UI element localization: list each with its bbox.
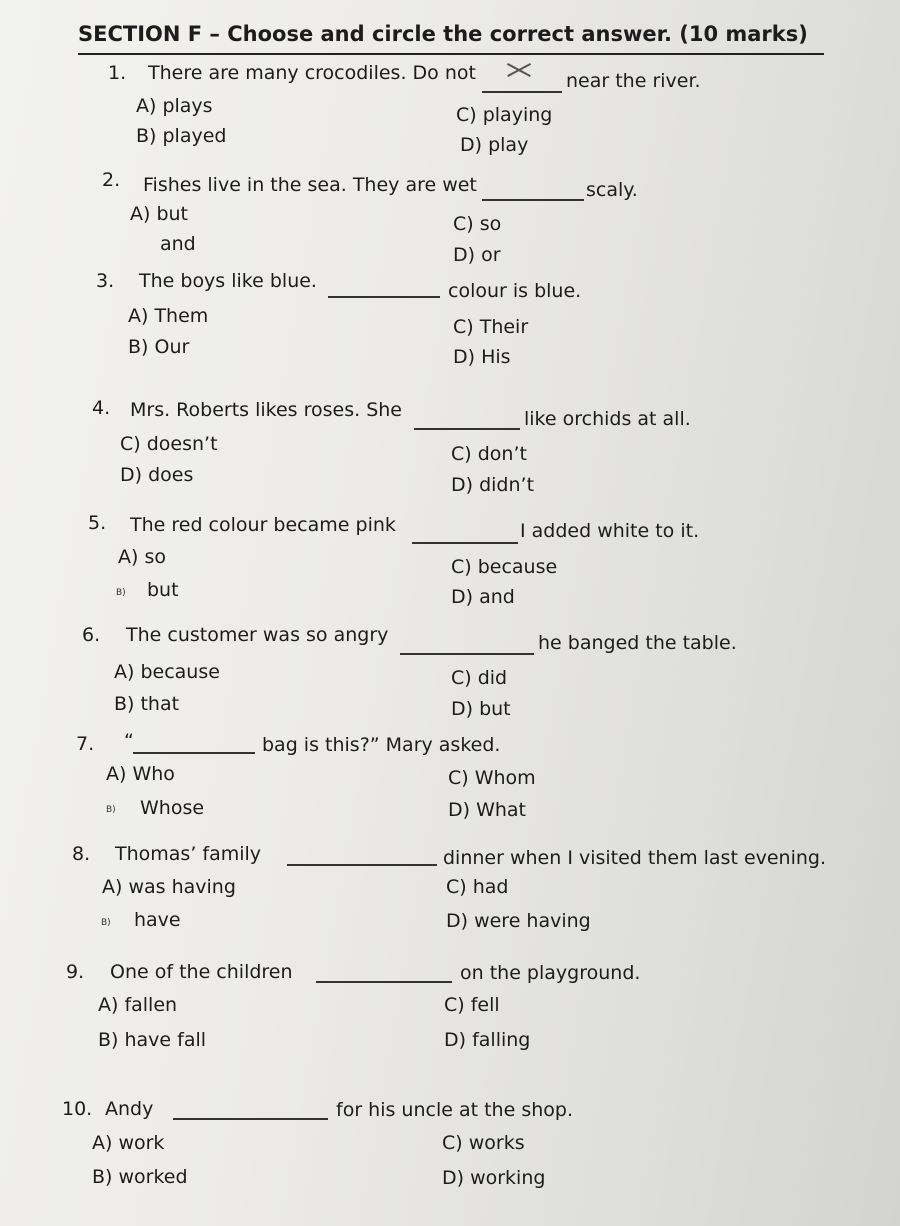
q2-number: 2. [102,169,121,191]
q3-number: 3. [96,270,115,292]
q8-blank [287,864,437,866]
q8-text-before: Thomas’ family [115,843,262,865]
q2-text-after: scaly. [586,179,638,201]
q7-blank [133,752,255,754]
q9-option-d[interactable]: D) falling [444,1029,531,1051]
q8-number: 8. [72,843,91,865]
q5-option-a[interactable]: A) so [118,546,166,568]
q7-text-before: “ [124,730,134,752]
q2-option-c[interactable]: C) so [453,213,502,235]
q5-text-before: The red colour became pink [130,514,396,536]
q2-option-d[interactable]: D) or [453,244,501,266]
q10-number: 10. [62,1098,93,1120]
q10-option-b[interactable]: B) worked [92,1166,188,1188]
q6-text-before: The customer was so angry [126,624,389,646]
q5-text-after: I added white to it. [520,520,700,542]
q5-blank [412,542,518,544]
q9-blank [316,981,452,983]
q10-text-before: Andy [105,1098,154,1120]
q8-option-c[interactable]: C) had [446,876,509,898]
section-title: SECTION F – Choose and circle the correct answer. (10 marks) [78,22,808,46]
q2-text-before: Fishes live in the sea. They are wet [143,174,477,196]
q2-option-b[interactable]: and [160,233,196,255]
q1-option-c[interactable]: C) playing [456,104,553,126]
q10-option-a[interactable]: A) work [92,1132,165,1154]
q8-text-after: dinner when I visited them last evening. [443,847,827,869]
q4-blank [414,428,520,430]
q7-option-c[interactable]: C) Whom [448,767,536,789]
q1-option-a[interactable]: A) plays [136,95,213,117]
title-underline [78,53,824,55]
q6-blank [400,653,534,655]
q7-option-a[interactable]: A) Who [106,763,175,785]
q1-blank [482,91,562,93]
q5-option-c[interactable]: C) because [451,556,558,578]
q3-option-a[interactable]: A) Them [128,305,209,327]
q7-option-b-letter: B) [106,805,116,815]
q9-text-after: on the playground. [460,962,641,984]
q6-option-b[interactable]: B) that [114,693,180,715]
q2-blank [482,199,584,201]
q5-option-b[interactable]: but [147,579,179,601]
q10-option-d[interactable]: D) working [442,1167,546,1189]
q7-number: 7. [76,733,95,755]
q4-option-c[interactable]: C) don’t [451,443,527,465]
q10-blank [173,1118,328,1120]
q4-number: 4. [92,397,111,419]
q9-text-before: One of the children [110,961,293,983]
q10-option-c[interactable]: C) works [442,1132,525,1154]
q6-number: 6. [82,624,101,646]
q7-text-after: bag is this?” Mary asked. [262,734,501,756]
q5-number: 5. [88,512,107,534]
q9-option-a[interactable]: A) fallen [98,994,178,1016]
q6-option-d[interactable]: D) but [451,698,511,720]
q5-option-b-letter: B) [116,588,126,598]
q7-option-d[interactable]: D) What [448,799,527,821]
q4-option-b[interactable]: D) does [120,464,194,486]
q3-blank [328,296,440,298]
q8-option-b-letter: B) [101,918,111,928]
q6-option-c[interactable]: C) did [451,667,508,689]
q3-text-after: colour is blue. [448,280,582,302]
cross-mark [504,60,534,80]
q5-option-d[interactable]: D) and [451,586,515,608]
q8-option-a[interactable]: A) was having [102,876,236,898]
q4-text-after: like orchids at all. [524,408,691,430]
q3-text-before: The boys like blue. [139,270,317,292]
q9-option-b[interactable]: B) have fall [98,1029,207,1051]
q9-option-c[interactable]: C) fell [444,994,500,1016]
q1-option-d[interactable]: D) play [460,134,529,156]
q8-option-b[interactable]: have [134,909,181,931]
q1-text-after: near the river. [566,70,701,92]
q1-text-before: There are many crocodiles. Do not [148,62,476,84]
q6-option-a[interactable]: A) because [114,661,220,683]
q10-text-after: for his uncle at the shop. [336,1099,573,1121]
q4-option-a[interactable]: C) doesn’t [120,433,218,455]
q8-option-d[interactable]: D) were having [446,910,591,932]
q3-option-b[interactable]: B) Our [128,336,190,358]
q6-text-after: he banged the table. [538,632,737,654]
q4-option-d[interactable]: D) didn’t [451,474,535,496]
q4-text-before: Mrs. Roberts likes roses. She [130,399,402,421]
q9-number: 9. [66,961,85,983]
q7-option-b[interactable]: Whose [140,797,205,819]
q3-option-c[interactable]: C) Their [453,316,529,338]
q1-option-b[interactable]: B) played [136,125,227,147]
q2-option-a[interactable]: A) but [130,203,189,225]
q3-option-d[interactable]: D) His [453,346,511,368]
q1-number: 1. [108,62,127,84]
